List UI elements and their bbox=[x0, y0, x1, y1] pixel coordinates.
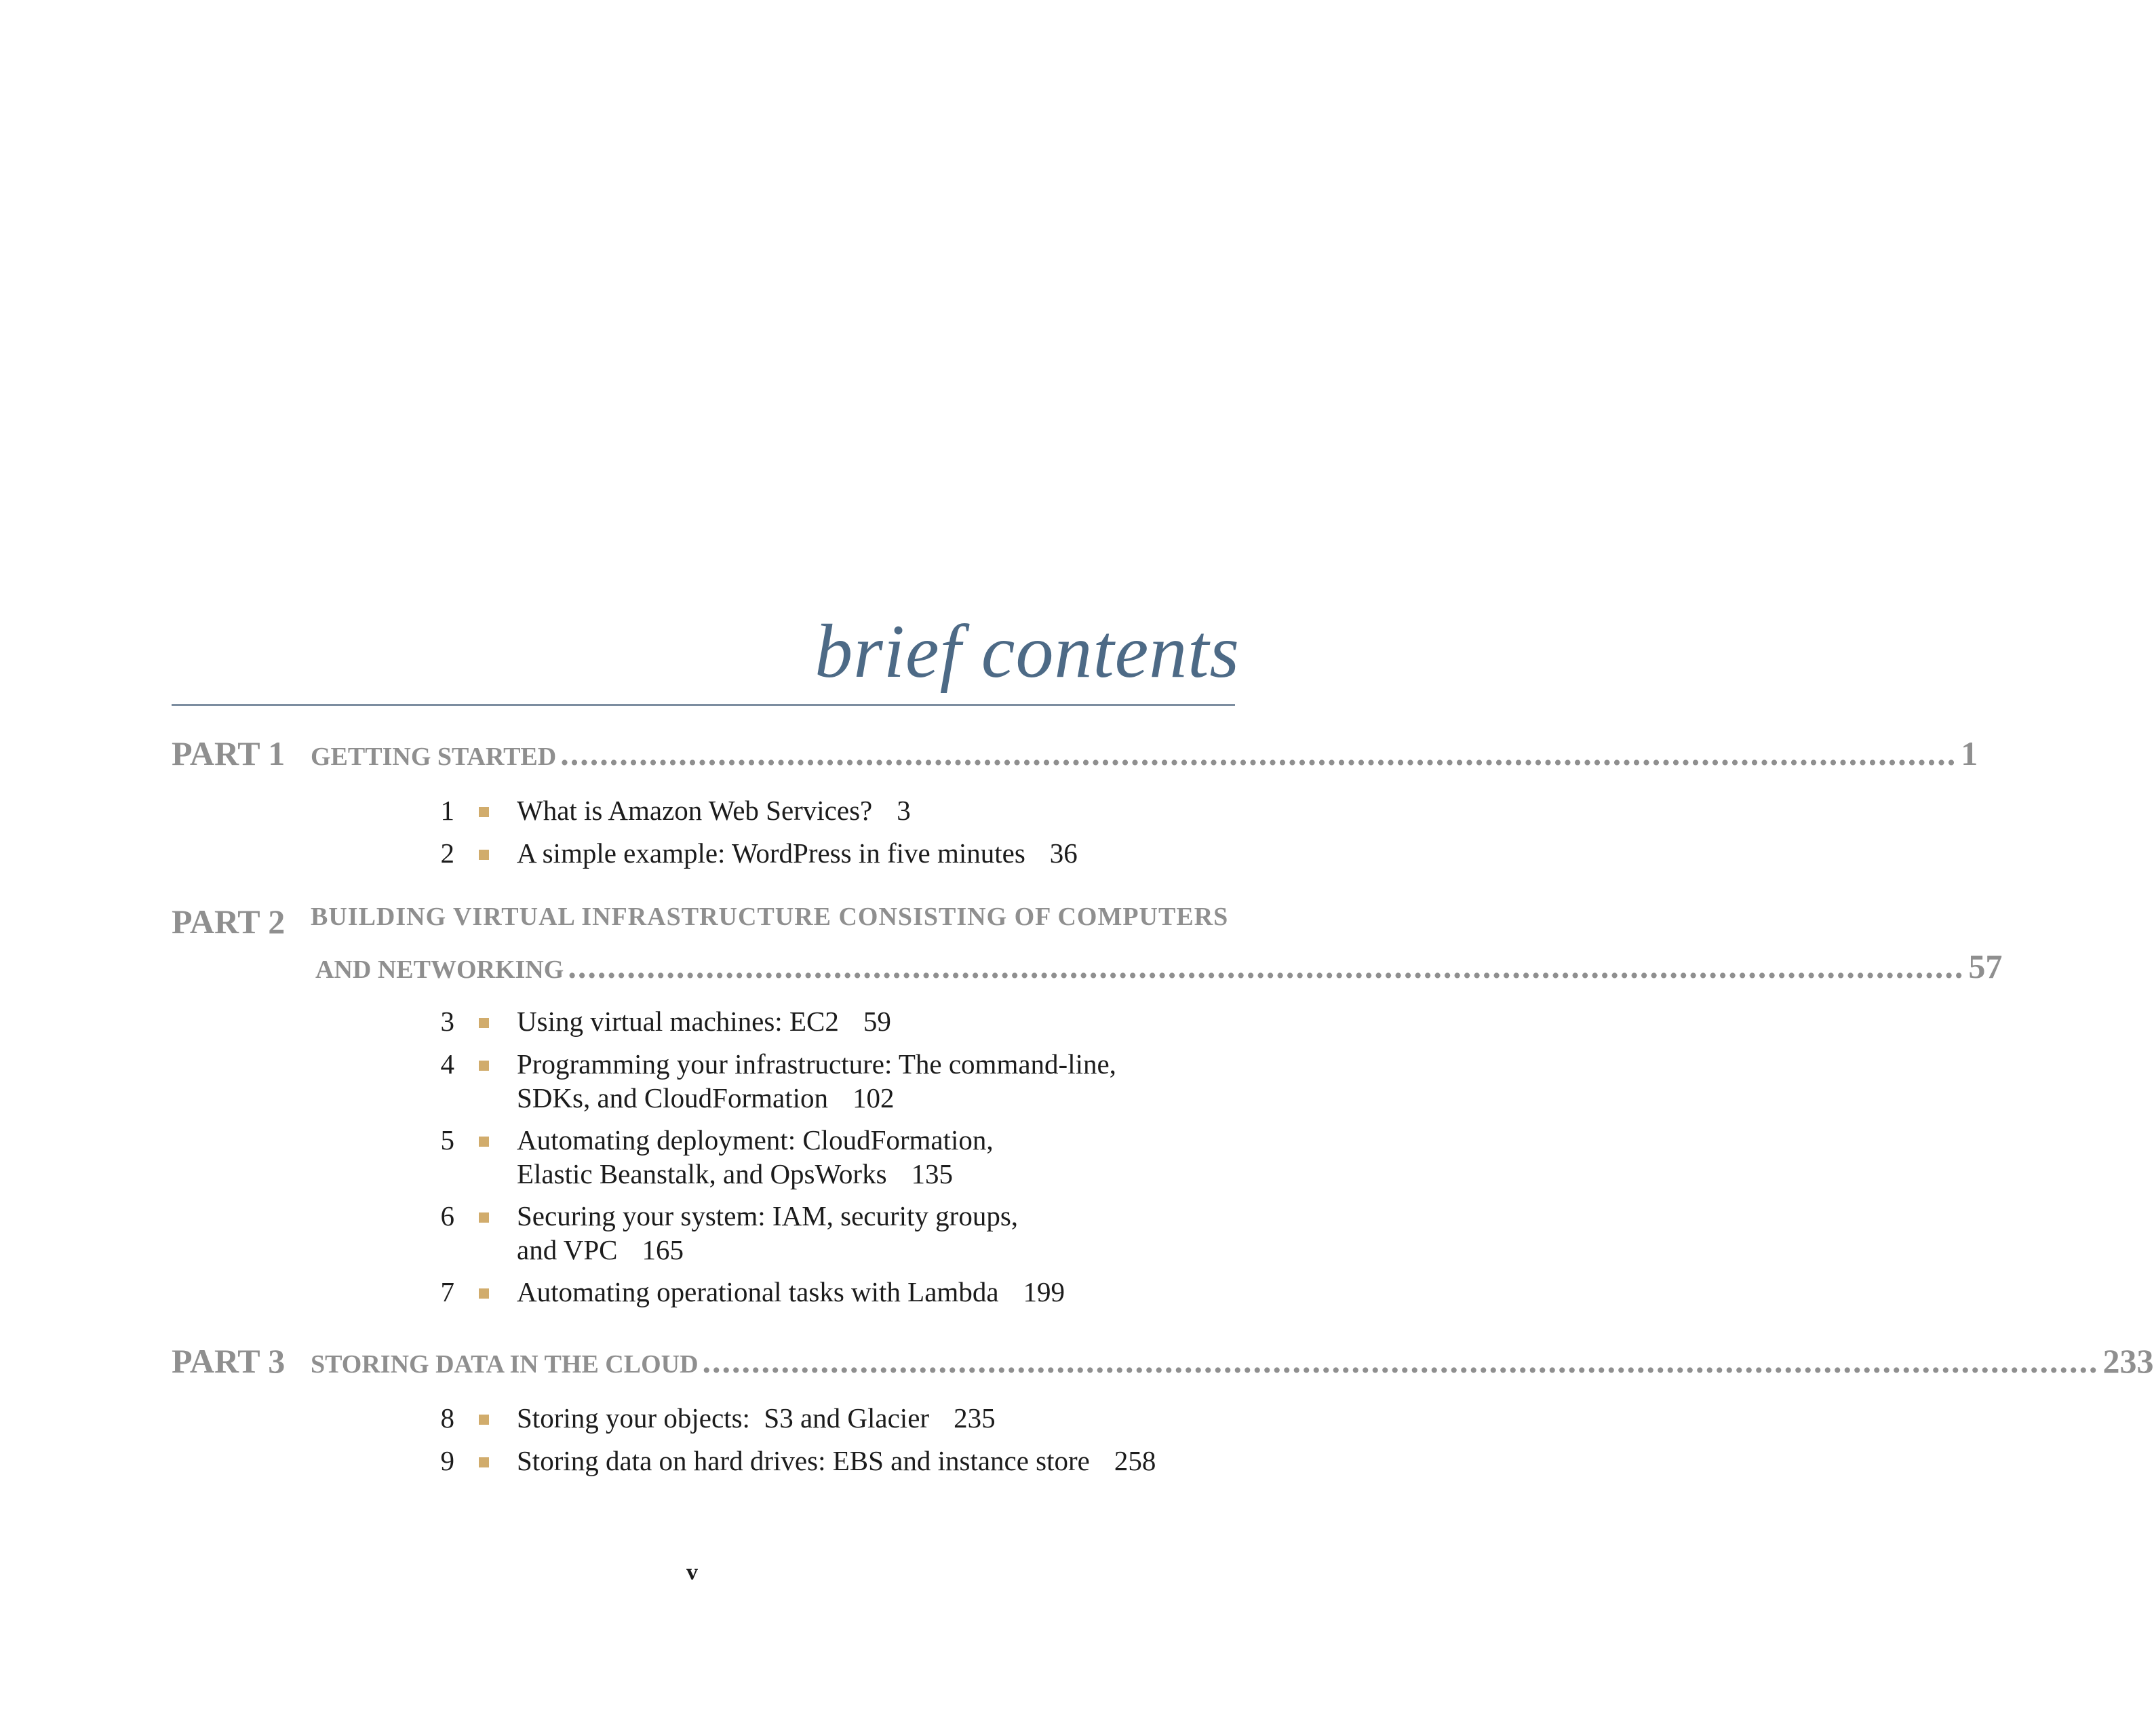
chapter-number: 3 bbox=[440, 1006, 454, 1037]
part-3-page: 233 bbox=[2102, 1342, 2154, 1380]
chapter-title-line1: Programming your infrastructure: The command-line, bbox=[517, 1048, 1116, 1080]
chapter-number: 9 bbox=[440, 1445, 454, 1476]
leader-dots: .............................................................................................................................................. bbox=[560, 734, 1957, 772]
part-3-title-line bbox=[311, 1341, 2154, 1381]
square-bullet-icon bbox=[479, 1415, 489, 1425]
square-bullet-icon bbox=[479, 807, 489, 817]
part-3-heading bbox=[172, 1341, 2154, 1382]
part-2-page: 57 bbox=[1968, 947, 2003, 985]
title-rule bbox=[172, 704, 1235, 706]
chapter-title-line2: SDKs, and CloudFormation bbox=[517, 1082, 828, 1113]
chapter-number: 2 bbox=[440, 837, 454, 869]
page-title: brief contents bbox=[815, 610, 1240, 694]
part-2-label: PART 2 bbox=[172, 903, 286, 941]
page-number: v bbox=[686, 1560, 698, 1585]
chapter-number: 5 bbox=[440, 1124, 454, 1156]
chapter-title-line2: Elastic Beanstalk, and OpsWorks bbox=[517, 1158, 887, 1189]
chapter-title-line1: Securing your system: IAM, security groups, bbox=[517, 1200, 1019, 1231]
chapter-title-line2: and VPC bbox=[517, 1234, 618, 1265]
chapter-title: Storing data on hard drives: EBS and instance store bbox=[517, 1445, 1090, 1476]
chapter-page: 165 bbox=[642, 1234, 684, 1265]
chapter-page: 258 bbox=[1114, 1445, 1156, 1476]
chapter-title: A simple example: WordPress in five minutes bbox=[517, 837, 1025, 869]
chapter-page: 135 bbox=[911, 1158, 954, 1189]
part-1-title-line bbox=[311, 734, 1978, 773]
part-3-title: STORING DATA IN THE CLOUD bbox=[311, 1350, 699, 1379]
chapter-page: 235 bbox=[954, 1402, 996, 1434]
part-2-heading bbox=[172, 902, 1229, 943]
chapter-page: 199 bbox=[1023, 1276, 1065, 1307]
square-bullet-icon bbox=[479, 1457, 489, 1467]
square-bullet-icon bbox=[479, 850, 489, 860]
chapter-title: Automating operational tasks with Lambda bbox=[517, 1276, 999, 1307]
chapter-title-line1: Automating deployment: CloudFormation, bbox=[517, 1124, 994, 1156]
square-bullet-icon bbox=[479, 1018, 489, 1028]
part-2-heading-cont bbox=[172, 947, 2003, 987]
chapter-page: 36 bbox=[1049, 837, 1078, 869]
chapter-page: 59 bbox=[863, 1006, 891, 1037]
part-1-label: PART 1 bbox=[172, 734, 286, 772]
chapter-number: 8 bbox=[440, 1402, 454, 1434]
leader-dots: .............................................................................................................................................. bbox=[568, 947, 1965, 985]
part-1-heading bbox=[172, 734, 1978, 774]
part-2-title-line2: AND NETWORKING bbox=[315, 955, 564, 984]
chapter-number: 4 bbox=[440, 1048, 454, 1080]
chapter-title: What is Amazon Web Services? bbox=[517, 795, 873, 826]
chapter-title: Storing your objects: S3 and Glacier bbox=[517, 1402, 930, 1434]
part-2-title-line1: BUILDING VIRTUAL INFRASTRUCTURE CONSISTING OF COMPUTERS bbox=[311, 903, 1229, 931]
chapter-title: Using virtual machines: EC2 bbox=[517, 1006, 839, 1037]
part-2-title-line bbox=[315, 947, 2003, 986]
square-bullet-icon bbox=[479, 1288, 489, 1299]
part-1-page: 1 bbox=[1961, 734, 1978, 772]
square-bullet-icon bbox=[479, 1061, 489, 1071]
part-1-title: GETTING STARTED bbox=[311, 743, 557, 771]
chapter-number: 1 bbox=[440, 795, 454, 826]
chapter-number: 7 bbox=[440, 1276, 454, 1307]
square-bullet-icon bbox=[479, 1212, 489, 1223]
chapter-page: 102 bbox=[853, 1082, 895, 1113]
square-bullet-icon bbox=[479, 1137, 489, 1147]
chapter-page: 3 bbox=[897, 795, 911, 826]
chapter-number: 6 bbox=[440, 1200, 454, 1231]
leader-dots: .............................................................................................................................................. bbox=[702, 1342, 2099, 1380]
part-3-label: PART 3 bbox=[172, 1342, 286, 1380]
